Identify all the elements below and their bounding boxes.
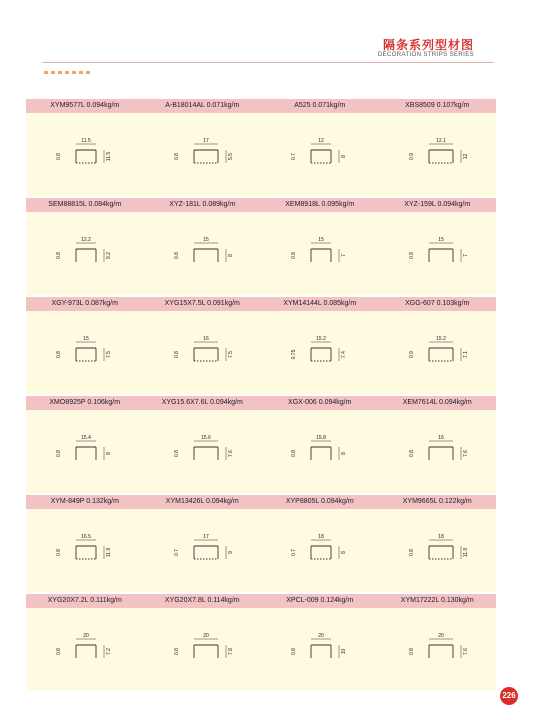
dim-height: 9.2: [106, 252, 112, 259]
dim-height: 11.5: [106, 151, 112, 162]
profile-shape: [76, 243, 104, 262]
profile-drawing: [26, 113, 144, 196]
dim-thickness: 0.8: [408, 648, 415, 655]
dim-thickness: 0.7: [291, 153, 297, 160]
dim-thickness: 0.75: [291, 349, 297, 360]
dim-width: 17: [202, 138, 209, 144]
profile-shape: [194, 639, 226, 658]
product-label: XYM9577L 0.094kg/m: [50, 102, 120, 109]
dim-thickness: 0.8: [173, 252, 180, 259]
profile-shape: [76, 441, 104, 460]
profile-drawing: [261, 311, 379, 394]
label-band: [26, 99, 496, 113]
profile-cell: [261, 608, 379, 691]
profile-drawing: [379, 212, 497, 295]
dim-height: 7.2: [106, 648, 112, 655]
dim-height: 7.6: [227, 450, 234, 457]
profile-cell: [26, 410, 144, 493]
profile-drawing: [26, 311, 144, 394]
product-row: [26, 99, 496, 196]
dim-thickness: 0.8: [173, 450, 180, 457]
label-band: [26, 495, 496, 509]
profile-cell: [379, 113, 497, 196]
label-band: [26, 198, 496, 212]
profile-shape: [194, 540, 226, 559]
dim-height: 8: [227, 254, 234, 257]
profile-drawing: [379, 113, 497, 196]
dim-width: 18: [318, 534, 324, 540]
profile-drawing: [144, 608, 262, 691]
dim-thickness: 0.9: [408, 153, 415, 160]
product-row: [26, 495, 496, 592]
profile-shape: [76, 144, 104, 163]
product-label: XYG15.6X7.6L 0.094kg/m: [161, 399, 243, 406]
product-label: XYM14144L 0.085kg/m: [283, 300, 357, 307]
header-title-en: DECORATION STRIPS SERIES: [377, 52, 474, 58]
dim-height: 7.6: [462, 450, 469, 457]
drawing-band: [26, 212, 496, 295]
profile-shape: [311, 243, 339, 262]
profile-shape: [194, 342, 226, 361]
profile-shape: [76, 342, 104, 361]
product-label: XGY-973L 0.087kg/m: [51, 300, 118, 307]
profile-drawing: [261, 410, 379, 493]
dim-thickness: 0.8: [291, 450, 297, 457]
profile-cell: [26, 608, 144, 691]
dim-height: 7.8: [227, 648, 234, 655]
label-band: [26, 297, 496, 311]
dim-width: 16: [202, 336, 209, 342]
product-label: A-B18014AL 0.071kg/m: [165, 102, 240, 109]
product-label: XEM8918L 0.095kg/m: [285, 201, 355, 208]
dim-width: 15: [83, 336, 89, 342]
profile-shape: [429, 639, 461, 658]
product-label: XYP8805L 0.094kg/m: [285, 498, 354, 505]
product-label: XBS8509 0.107kg/m: [405, 102, 470, 109]
dim-width: 15.6: [200, 435, 211, 441]
dim-height: 11.9: [106, 547, 112, 558]
product-label: XYG20X7.8L 0.114kg/m: [164, 597, 240, 604]
profile-shape: [76, 639, 104, 658]
product-label: XYG20X7.2L 0.111kg/m: [47, 597, 122, 604]
profile-drawing: [26, 212, 144, 295]
dim-width: 15: [318, 237, 324, 243]
header-dots: [44, 71, 90, 74]
dim-height: 5.5: [227, 153, 234, 160]
dim-width: 16: [437, 435, 444, 441]
dim-width: 20: [202, 633, 209, 639]
dim-width: 15: [437, 237, 444, 243]
drawing-band: [26, 113, 496, 196]
profile-drawing: [144, 212, 262, 295]
profile-drawing: [261, 113, 379, 196]
profile-shape: [76, 540, 104, 559]
profile-shape: [311, 342, 339, 361]
dim-height: 9: [227, 551, 234, 554]
dim-height: 7.5: [227, 351, 234, 358]
dim-height: 7: [341, 254, 347, 257]
product-row: [26, 198, 496, 295]
profile-cell: [144, 113, 262, 196]
profile-shape: [194, 243, 226, 262]
profile-drawing: [26, 410, 144, 493]
dim-width: 20: [83, 633, 89, 639]
dim-thickness: 0.8: [56, 549, 62, 556]
profile-cell: [261, 212, 379, 295]
product-label: XEM7614L 0.094kg/m: [402, 399, 472, 406]
dim-height: 11.9: [462, 547, 469, 558]
profile-drawing: [26, 509, 144, 592]
dim-width: 12: [318, 138, 324, 144]
dim-height: 12: [462, 153, 469, 160]
profile-cell: [144, 509, 262, 592]
label-band: [26, 594, 496, 608]
dim-thickness: 0.8: [56, 648, 62, 655]
profile-shape: [194, 441, 226, 460]
dim-width: 20: [437, 633, 444, 639]
profile-cell: [26, 509, 144, 592]
profile-drawing: [379, 311, 497, 394]
header-title-cn: 隔条系列型材图: [382, 38, 474, 52]
dim-thickness: 0.8: [56, 153, 62, 160]
profile-cell: [379, 608, 497, 691]
profile-shape: [311, 441, 339, 460]
profile-cell: [26, 113, 144, 196]
dim-height: 7.6: [462, 648, 469, 655]
page-number: 226: [500, 687, 518, 705]
profile-cell: [379, 212, 497, 295]
profile-shape: [194, 144, 226, 163]
dim-thickness: 0.8: [408, 450, 415, 457]
profile-cell: [144, 608, 262, 691]
profile-cell: [144, 212, 262, 295]
profile-drawing: [144, 509, 262, 592]
dim-height: 10: [341, 648, 347, 655]
dim-width: 20: [318, 633, 324, 639]
dim-width: 15.4: [81, 435, 91, 441]
dim-thickness: 0.8: [291, 648, 297, 655]
dim-height: 8: [341, 452, 347, 455]
dim-width: 11.5: [81, 138, 91, 144]
profile-cell: [26, 212, 144, 295]
dim-width: 15.2: [316, 336, 326, 342]
dim-thickness: 0.7: [291, 549, 297, 556]
profile-drawing: [379, 509, 497, 592]
profile-cell: [144, 410, 262, 493]
dim-height: 7.5: [106, 351, 112, 358]
profile-cell: [379, 509, 497, 592]
profile-drawing: [144, 311, 262, 394]
dim-width: 16.5: [81, 534, 91, 540]
drawing-band: [26, 311, 496, 394]
profile-cell: [261, 311, 379, 394]
product-label: XYM-849P 0.132kg/m: [50, 498, 119, 505]
profile-cell: [261, 113, 379, 196]
profile-shape: [311, 639, 339, 658]
profile-shape: [429, 243, 461, 262]
profile-cell: [144, 311, 262, 394]
product-label: XYG15X7.5L 0.091kg/m: [164, 300, 240, 307]
dim-thickness: 0.8: [56, 252, 62, 259]
dim-width: 17: [202, 534, 209, 540]
dim-width: 15.2: [435, 336, 446, 342]
dim-width: 18: [437, 534, 444, 540]
profile-shape: [311, 144, 339, 163]
profile-shape: [429, 441, 461, 460]
product-label: XYM17222L 0.130kg/m: [400, 597, 474, 604]
profile-drawing: [26, 608, 144, 691]
profile-shape: [311, 540, 339, 559]
label-band: [26, 396, 496, 410]
product-row: [26, 297, 496, 394]
profile-cell: [261, 509, 379, 592]
header-rule: [42, 62, 494, 63]
product-label: XPCL-009 0.124kg/m: [286, 597, 354, 604]
dim-height: 8: [106, 452, 112, 455]
dim-thickness: 0.8: [408, 252, 415, 259]
product-row: [26, 396, 496, 493]
product-label: XYM13426L 0.094kg/m: [165, 498, 239, 505]
dim-width: 15.8: [316, 435, 326, 441]
dim-thickness: 0.8: [408, 549, 415, 556]
dim-width: 15: [202, 237, 209, 243]
profile-cell: [379, 410, 497, 493]
profile-drawing: [261, 212, 379, 295]
profile-cell: [379, 311, 497, 394]
dim-thickness: 0.8: [173, 351, 180, 358]
profile-drawing: [261, 509, 379, 592]
dim-thickness: 0.8: [56, 450, 62, 457]
profile-drawing: [379, 410, 497, 493]
drawing-band: [26, 410, 496, 493]
product-label: XYZ-159L 0.094kg/m: [404, 201, 471, 208]
profile-shape: [429, 144, 461, 163]
profile-cell: [261, 410, 379, 493]
product-label: XGX-006 0.094kg/m: [288, 399, 352, 406]
dim-thickness: 0.8: [56, 351, 62, 358]
product-label: A525 0.071kg/m: [294, 102, 346, 109]
dim-thickness: 0.9: [408, 351, 415, 358]
dim-height: 8: [341, 155, 347, 158]
product-label: XYM9665L 0.122kg/m: [402, 498, 472, 505]
dim-height: 7.1: [462, 351, 469, 358]
dim-width: 12.2: [81, 237, 91, 243]
dim-height: 7.4: [341, 351, 347, 358]
product-label: XYZ-181L 0.089kg/m: [169, 201, 236, 208]
product-label: SEM88815L 0.084kg/m: [48, 201, 122, 208]
profile-drawing: [144, 410, 262, 493]
profile-drawing: [379, 608, 497, 691]
dim-thickness: 0.7: [173, 549, 180, 556]
dim-height: 8: [341, 551, 347, 554]
product-row: [26, 594, 496, 691]
drawing-band: [26, 608, 496, 691]
dim-width: 12.1: [435, 138, 446, 144]
dim-thickness: 0.8: [291, 252, 297, 259]
product-label: XGG-607 0.103kg/m: [405, 300, 470, 307]
profile-shape: [429, 540, 461, 559]
profile-drawing: [261, 608, 379, 691]
dim-height: 7: [462, 254, 469, 257]
dim-thickness: 0.8: [173, 153, 180, 160]
dim-thickness: 0.8: [173, 648, 180, 655]
product-label: XMO8925P 0.106kg/m: [49, 399, 121, 406]
drawing-band: [26, 509, 496, 592]
profile-drawing: [144, 113, 262, 196]
profile-shape: [429, 342, 461, 361]
profile-cell: [26, 311, 144, 394]
